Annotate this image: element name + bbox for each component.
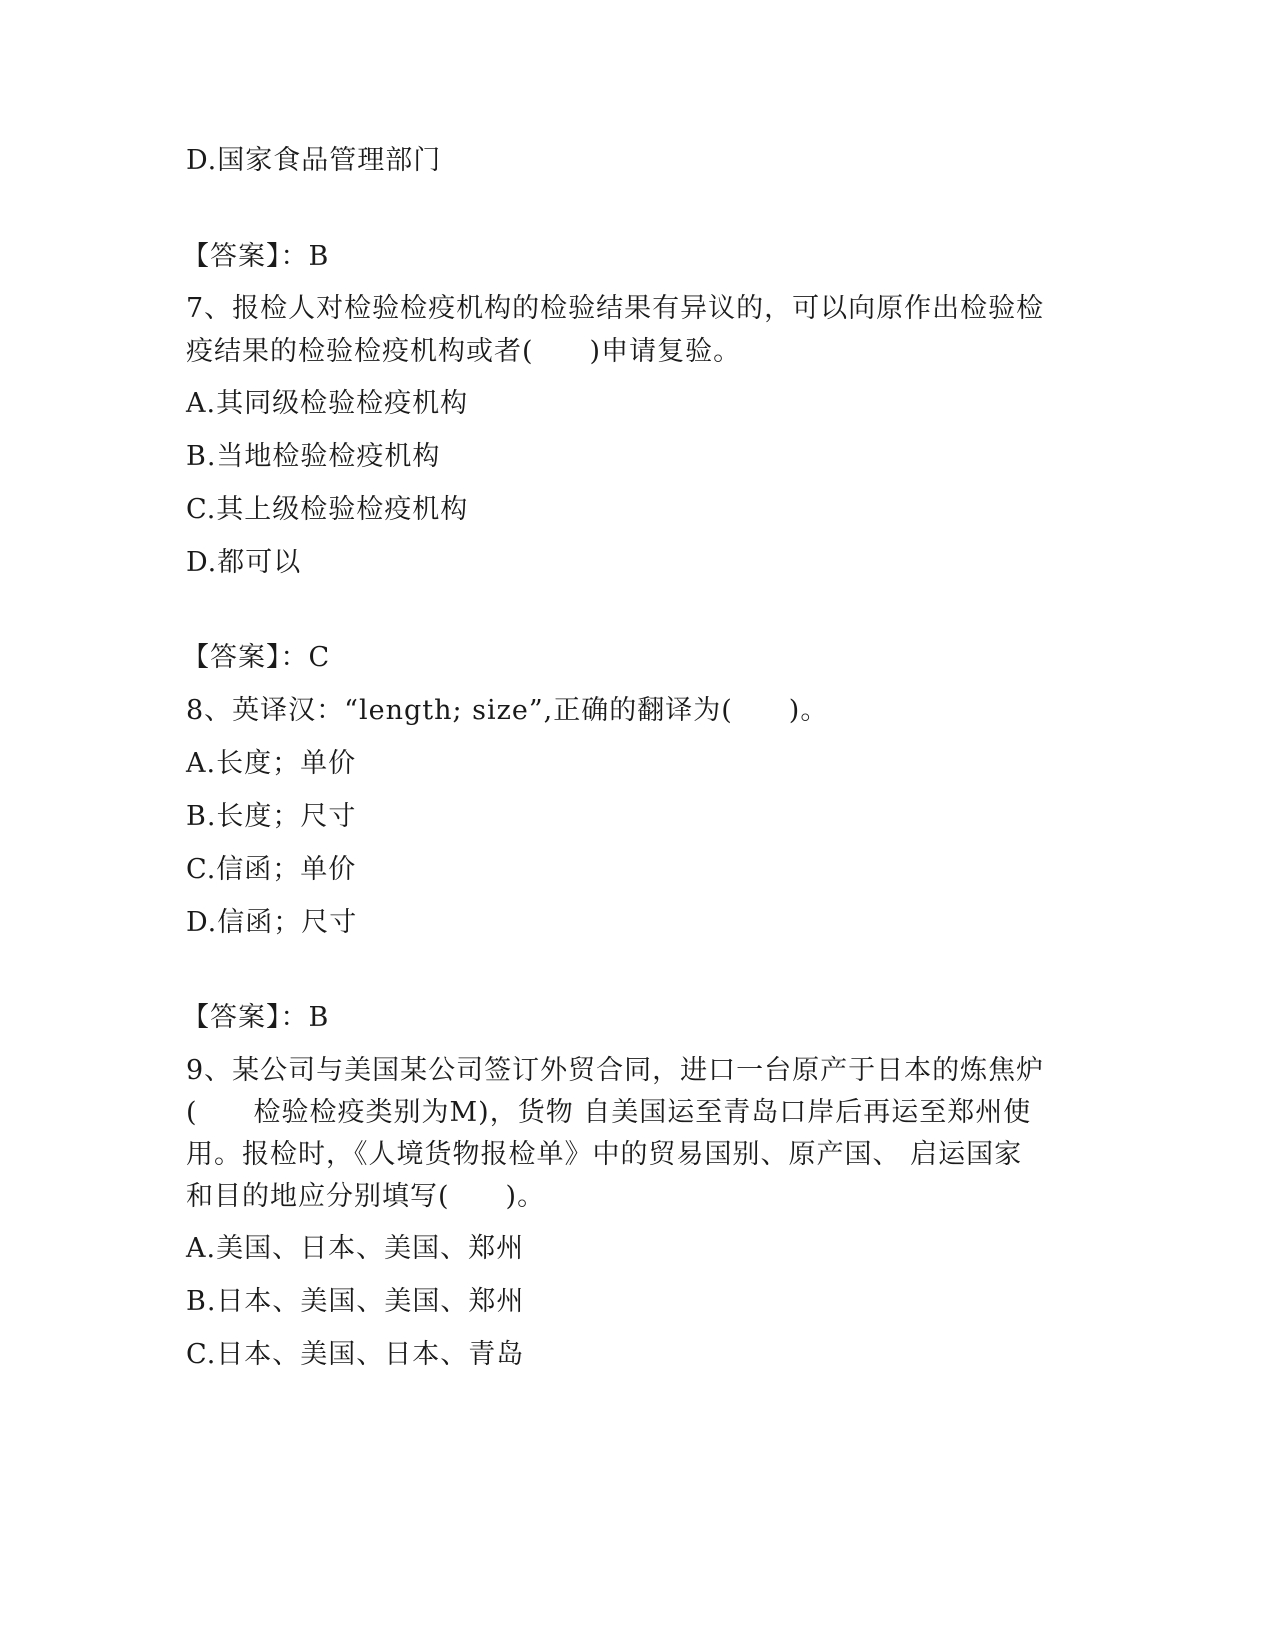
question-9-stem-line-2: ( 检验检疫类别为M)，货物 自美国运至青岛口岸后再运至郑州使 [186,1097,1032,1128]
question-9-stem-line-1: 9、某公司与美国某公司签订外贸合同，进口一台原产于日本的炼焦炉 [186,1055,1045,1086]
question-8-stem: 8、英译汉：“length; size”,正确的翻译为( )。 [186,695,829,726]
option-a: A.美国、日本、美国、郑州 [186,1233,525,1264]
option-b: B.长度；尺寸 [186,801,357,832]
option-d: D.都可以 [186,547,302,578]
option-c: C.日本、美国、日本、青岛 [186,1339,525,1370]
answer-line: 【答案】：C [182,642,331,673]
question-9-stem-line-4: 和目的地应分别填写( )。 [186,1181,546,1212]
option-d: D.国家食品管理部门 [186,145,442,176]
question-7-stem-line-1: 7、报检人对检验检疫机构的检验结果有异议的，可以向原作出检验检 [186,293,1045,324]
option-a: A.长度；单价 [186,748,357,779]
answer-line: 【答案】：B [182,241,330,272]
option-b: B.当地检验检疫机构 [186,441,441,472]
answer-line: 【答案】：B [182,1002,330,1033]
question-9-stem-line-3: 用。报检时，《人境货物报检单》中的贸易国别、原产国、 启运国家 [186,1139,1023,1170]
option-c: C.其上级检验检疫机构 [186,494,469,525]
option-a: A.其同级检验检疫机构 [186,388,469,419]
option-d: D.信函；尺寸 [186,907,358,938]
question-7-stem-line-2: 疫结果的检验检疫机构或者( )申请复验。 [186,336,742,367]
option-c: C.信函；单价 [186,854,357,885]
option-b: B.日本、美国、美国、郑州 [186,1286,525,1317]
